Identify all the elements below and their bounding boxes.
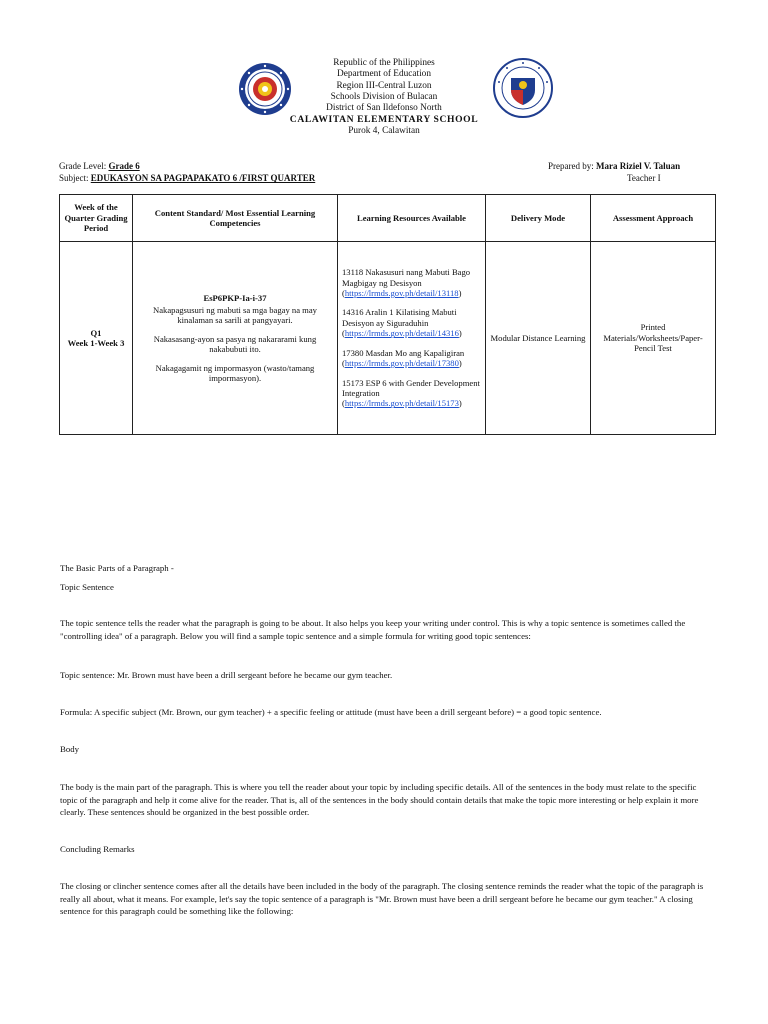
- assessment-cell: Printed Materials/Worksheets/Paper-Pencil Test: [591, 242, 716, 435]
- table-row: [60, 242, 716, 435]
- competency-code: EsP6PKP-Ia-i-37: [203, 292, 267, 303]
- resource-title: 13118 Nakasusuri nang Mabuti Bago Magbigay ng Desisyon: [342, 267, 471, 288]
- document-header: [0, 58, 768, 137]
- school-name: CALAWITAN ELEMENTARY SCHOOL: [289, 114, 479, 126]
- concluding-heading: Concluding Remarks: [60, 844, 135, 854]
- resource-link[interactable]: https://lrmds.gov.ph/detail/14316: [344, 328, 459, 339]
- section-heading: The Basic Parts of a Paragraph -: [60, 563, 174, 573]
- topic-sentence-example: Topic sentence: Mr. Brown must have been a drill sergeant before he became our gym teacher.: [60, 670, 393, 680]
- table-header-row: [60, 195, 716, 242]
- header-line: Republic of the Philippines: [333, 58, 435, 68]
- competency-item: Nakagagamit ng impormasyon (wasto/tamang impormasyon).: [155, 362, 315, 384]
- header-line: District of San Ildefonso North: [326, 103, 442, 114]
- subject-label: Subject:: [59, 173, 89, 183]
- header-week: Week of the Quarter Grading Period: [60, 195, 133, 242]
- resource-item: 13118 Nakasusuri nang Mabuti Bago Magbigay ng Desisyon (https://lrmds.gov.ph/detail/13118): [342, 267, 471, 299]
- resource-title: 14316 Aralin 1 Kilatising Mabuti Desisyon ay Siguraduhin: [342, 307, 457, 328]
- header-competencies: Content Standard/ Most Essential Learning Competencies: [133, 195, 338, 242]
- resource-title: 15173 ESP 6 with Gender Development Integration: [342, 377, 480, 398]
- resource-link[interactable]: https://lrmds.gov.ph/detail/15173: [344, 398, 459, 409]
- prepared-name: Mara Riziel V. Taluan: [595, 161, 681, 171]
- body-paragraph: The body is the main part of the paragraph. This is where you tell the reader about your topic by including specific details. All of the sentences in the body must relate to the specific topic of the paragraph and help it come alive for the reader. That is, all of the sentences in the body should contain details that make the topic more interesting or help explain it more clearly. These sentences should be organized in the best possible order.: [60, 782, 699, 818]
- header-assessment: Assessment Approach: [591, 195, 716, 242]
- subject-line: [59, 173, 315, 183]
- resource-item: 14316 Aralin 1 Kilatising Mabuti Desisyon ay Siguraduhin (https://lrmds.gov.ph/detail/14316): [342, 307, 462, 339]
- resource-link[interactable]: https://lrmds.gov.ph/detail/13118: [344, 288, 459, 299]
- grade-level-line: [59, 161, 140, 171]
- subject-value: EDUKASYON SA PAGPAPAKATO 6 /FIRST QUARTER: [90, 173, 316, 183]
- grade-value: Grade 6: [108, 161, 140, 171]
- week-cell: Q1 Week 1-Week 3: [60, 242, 133, 435]
- resource-title: 17380 Masdan Mo ang Kapaligiran: [342, 347, 465, 358]
- formula-paragraph: Formula: A specific subject (Mr. Brown, our gym teacher) + a specific feeling or attitude (must have been a drill sergeant before) = a good topic sentence.: [60, 707, 602, 717]
- prepared-label: Prepared by:: [548, 161, 594, 171]
- topic-sentence-heading: Topic Sentence: [60, 582, 114, 592]
- teacher-position: Teacher I: [627, 173, 661, 183]
- resource-item: 15173 ESP 6 with Gender Development Integration (https://lrmds.gov.ph/detail/15173): [342, 377, 480, 409]
- delivery-mode-cell: Modular Distance Learning: [486, 242, 591, 435]
- competencies-cell: [133, 242, 338, 435]
- header-delivery-mode: Delivery Mode: [486, 195, 591, 242]
- header-line: Department of Education: [337, 69, 431, 80]
- topic-sentence-paragraph: The topic sentence tells the reader what the paragraph is going to be about. It also helps you keep your writing under control. This is why a topic sentence is sometimes called the "controlling idea" of a paragraph. Below you will find a sample topic sentence and a simple formula for writing good topic sentences:: [60, 618, 686, 641]
- competency-item: Nakasasang-ayon sa pasya ng nakararami kung nakabubuti ito.: [153, 333, 317, 355]
- header-line: Schools Division of Bulacan: [330, 91, 438, 102]
- header-line: Region III-Central Luzon: [336, 80, 432, 91]
- school-address: Purok 4, Calawitan: [348, 125, 420, 136]
- body-heading: Body: [60, 744, 80, 754]
- header-resources: Learning Resources Available: [338, 195, 486, 242]
- resource-item: 17380 Masdan Mo ang Kapaligiran (https://lrmds.gov.ph/detail/17380): [342, 347, 465, 369]
- competency-item: Nakapagsusuri ng mabuti sa mga bagay na may kinalaman sa sarili at pangyayari.: [153, 304, 317, 326]
- grade-label: Grade Level:: [59, 161, 107, 171]
- concluding-paragraph: The closing or clincher sentence comes after all the details have been included in the body of the paragraph. The closing sentence reminds the reader what the topic of the paragraph is really all about, what it means. For example, let's say the topic sentence of a paragraph is "Mr. Brown must have been a drill sergeant before he became our gym teacher." A closing sentence for this paragraph could be something like the following:: [60, 881, 704, 917]
- resources-cell: [338, 242, 486, 435]
- learning-plan-table: [59, 194, 716, 435]
- resource-link[interactable]: https://lrmds.gov.ph/detail/17380: [344, 358, 459, 369]
- prepared-by-line: [548, 161, 680, 171]
